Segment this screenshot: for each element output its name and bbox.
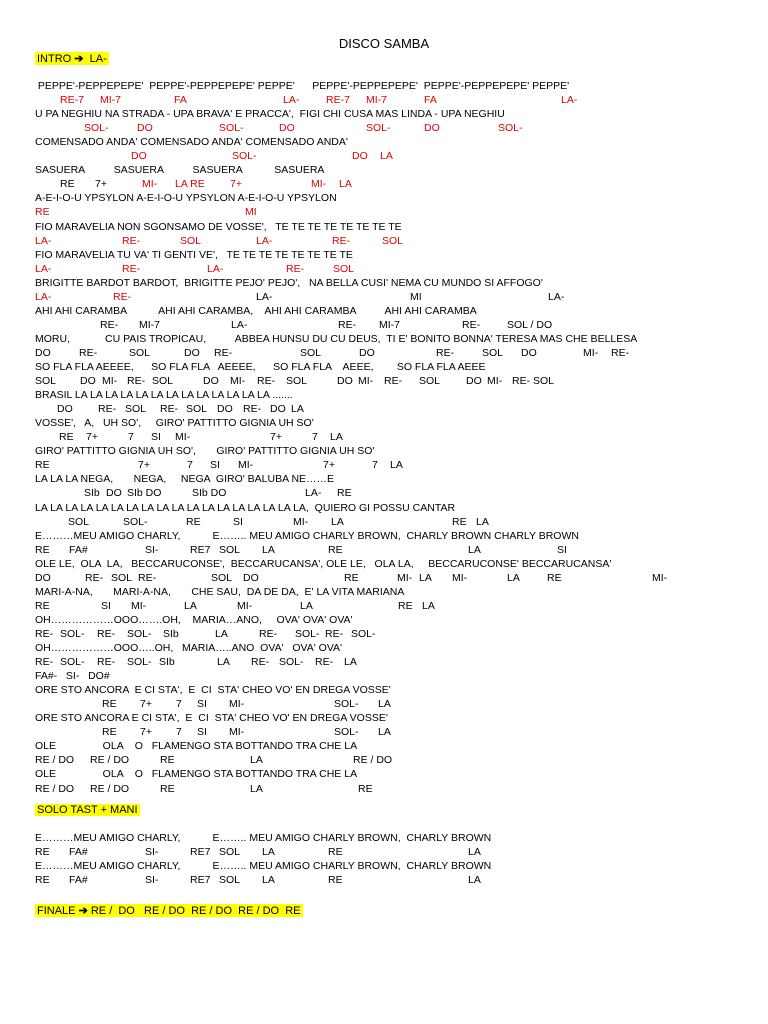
- section-solo: SOLO TAST + MANI: [37, 804, 138, 816]
- chord-label: RE: [344, 571, 359, 584]
- chord-label: MI-: [311, 178, 327, 191]
- chord-label: DO: [521, 346, 537, 359]
- chord-label: SOL-: [127, 656, 152, 669]
- chord-label: RE-7: [326, 94, 350, 107]
- chord-label: MI-: [229, 726, 245, 739]
- chord-label: MI-: [102, 375, 118, 388]
- chord-label: LA: [468, 874, 481, 887]
- chord-label: LA-: [548, 290, 565, 303]
- chord-label: SOL: [300, 346, 322, 359]
- chord-label: RE7: [190, 543, 211, 556]
- chord-label: RE-: [338, 318, 357, 331]
- chord-label: RE-: [214, 346, 233, 359]
- chord-label: SIb DO: [127, 487, 162, 500]
- chord-label: SOL-: [498, 122, 523, 135]
- chord-label: RE-: [122, 234, 141, 247]
- section-finale-label: FINALE: [37, 905, 76, 917]
- chord-label: 7+: [95, 178, 107, 191]
- chord-label: SOL-: [123, 515, 148, 528]
- chord-label: MI-: [131, 599, 147, 612]
- chord-label: RE / DO: [353, 754, 393, 767]
- lyric-line: AHI AHI CARAMBA AHI AHI CARAMBA, AHI AHI CARAMBA AHI AHI CARAMBA: [35, 304, 477, 317]
- lyric-line: SASUERA SASUERA SASUERA SASUERA: [35, 164, 325, 177]
- chord-label: MI-: [237, 599, 253, 612]
- chord-label: LA: [217, 656, 230, 669]
- lyric-line: A-E-I-O-U YPSYLON A-E-I-O-U YPSYLON A-E-I-O-U YPSYLON: [35, 192, 337, 205]
- chord-label: RE-: [98, 403, 117, 416]
- chord-label: LA: [291, 403, 304, 416]
- chord-label: RE-: [113, 290, 132, 303]
- chord-label: LA-: [35, 234, 52, 247]
- chord-label: LA-: [305, 487, 322, 500]
- lyric-line: FA#- SI- DO#: [35, 670, 110, 683]
- chord-label: LA: [184, 599, 197, 612]
- chord-label: SOL-: [219, 122, 244, 135]
- lyric-line: E………MEU AMIGO CHARLY, E…….. MEU AMIGO CHARLY BROWN, CHARLY BROWN CHARLY BROWN: [35, 529, 579, 542]
- lyric-line: OLE LE, OLA LA, BECCARUCONSE', BECCARUCANSA', OLE LE, OLA LA, BECCARUCONSE' BECCARUCANSA': [35, 557, 612, 570]
- chord-label: RE-: [251, 656, 270, 669]
- chord-label: FA#: [69, 543, 88, 556]
- chord-label: MI-7: [366, 94, 387, 107]
- lyric-line: LA LA LA LA LA LA LA LA LA LA LA LA LA LA LA LA LA LA, QUIERO GI POSSU CANTAR: [35, 501, 456, 514]
- chord-label: SIb: [159, 656, 175, 669]
- chord-label: SOL: [111, 571, 133, 584]
- chord-label: SOL: [125, 403, 147, 416]
- arrow-right-icon: ➔: [78, 905, 88, 917]
- chord-label: MI-: [652, 571, 668, 584]
- lyric-line: GIRO' PATTITTO GIGNIA UH SO', GIRO' PATTITTO GIGNIA UH SO': [35, 445, 375, 458]
- chord-label: LA-: [256, 290, 273, 303]
- chord-label: SOL-: [232, 150, 257, 163]
- chord-label: LA: [476, 515, 489, 528]
- chord-label: SOL: [382, 234, 404, 247]
- chord-label: SOL: [219, 543, 241, 556]
- chord-label: SOL-: [334, 726, 359, 739]
- chord-label: RE: [60, 178, 75, 191]
- chord-label: RE: [35, 206, 50, 219]
- chord-label: RE-: [384, 375, 403, 388]
- chord-label: SOL: [68, 515, 90, 528]
- chord-label: SOL: [180, 234, 202, 247]
- chord-label: SOL: [286, 375, 308, 388]
- chord-label: MI-: [230, 375, 246, 388]
- chord-label: LA: [378, 726, 391, 739]
- chord-label: DO: [279, 122, 295, 135]
- chord-label: FA: [174, 94, 187, 107]
- chord-label: SI: [101, 599, 111, 612]
- chord-label: RE: [59, 431, 74, 444]
- chord-label: RE: [358, 782, 373, 795]
- chord-label: 7: [372, 459, 378, 472]
- chord-label: SI: [233, 515, 243, 528]
- chord-label: MI-: [397, 571, 413, 584]
- chord-label: LA: [507, 571, 520, 584]
- chord-label: SOL: [211, 571, 233, 584]
- chord-label: SI: [151, 431, 161, 444]
- chord-label: SI-: [145, 874, 159, 887]
- chord-label: LA-: [231, 318, 248, 331]
- lyric-line: SO FLA FLA AEEEE, SO FLA FLA AEEEE, SO FLA FLA AEEE, SO FLA FLA AEEE: [35, 361, 486, 373]
- section-intro: [35, 52, 109, 65]
- chord-label: RE-: [97, 656, 116, 669]
- chord-label: DO: [184, 346, 200, 359]
- chord-label: MI-: [238, 459, 254, 472]
- chord-label: RE: [398, 599, 413, 612]
- lyric-line: FIO MARAVELIA NON SGONSAMO DE VOSSE', TE TE TE TE TE TE TE TE: [35, 220, 402, 233]
- chord-label: SI: [210, 459, 220, 472]
- chord-label: SIb: [84, 487, 100, 500]
- chord-label: RE7: [190, 874, 211, 887]
- chord-label: LA-: [207, 262, 224, 275]
- chord-label: LA-: [35, 290, 52, 303]
- chord-label: RE: [35, 874, 50, 887]
- chord-label: LA: [378, 698, 391, 711]
- section-intro-label: INTRO: [37, 53, 72, 65]
- chord-label: RE / DO: [90, 782, 130, 795]
- chord-label: SI: [197, 726, 207, 739]
- chord-label: RE: [186, 515, 201, 528]
- chord-label: LA: [250, 782, 263, 795]
- chord-label: FA#: [69, 874, 88, 887]
- chord-label: SOL-: [279, 656, 304, 669]
- chord-label: SOL: [482, 346, 504, 359]
- chord-label: MI-7: [139, 318, 160, 331]
- chord-label: RE-: [257, 375, 276, 388]
- chord-label: 7: [312, 431, 318, 444]
- chord-label: SOL-: [60, 656, 85, 669]
- chord-label: SOL-: [295, 627, 320, 640]
- lyric-line: E………MEU AMIGO CHARLY, E…….. MEU AMIGO CHARLY BROWN, CHARLY BROWN: [35, 832, 492, 844]
- chord-label: LA: [339, 178, 352, 191]
- chord-label: DO: [352, 150, 368, 163]
- chord-label: LA: [390, 459, 403, 472]
- chord-label: RE-: [462, 318, 481, 331]
- chord-label: LA-: [35, 262, 52, 275]
- chord-label: MI-: [583, 346, 599, 359]
- chord-label: LA: [419, 571, 432, 584]
- chord-label: RE-: [85, 571, 104, 584]
- chord-label: RE-: [100, 318, 119, 331]
- chord-label: DO: [80, 375, 96, 388]
- chord-label: 7+: [323, 459, 335, 472]
- chord-label: RE: [328, 543, 343, 556]
- chord-label: RE-: [315, 656, 334, 669]
- chord-label: RE-: [611, 346, 630, 359]
- lyric-line: COMENSADO ANDA' COMENSADO ANDA' COMENSADO ANDA': [35, 136, 348, 149]
- chord-label: RE7: [190, 846, 211, 859]
- chord-label: FA#: [69, 846, 88, 859]
- chord-label: MI: [410, 290, 422, 303]
- lyric-line: ORE STO ANCORA E CI STA', E CI STA' CHEO VO' EN DREGA VOSSE': [35, 684, 391, 697]
- chord-label: SOL: [219, 846, 241, 859]
- chord-label: RE-: [436, 346, 455, 359]
- chord-label: MI-7: [379, 318, 400, 331]
- chord-label: 7+: [140, 726, 152, 739]
- chord-label: RE: [328, 874, 343, 887]
- lyric-line: LA LA LA NEGA, NEGA, NEGA GIRO' BALUBA NE……E: [35, 473, 335, 486]
- chord-label: RE-7: [60, 94, 84, 107]
- chord-label: LA: [262, 543, 275, 556]
- chord-label: LA: [262, 874, 275, 887]
- chord-label: DO: [424, 122, 440, 135]
- chord-label: DO: [217, 403, 233, 416]
- chord-label: RE-: [138, 571, 157, 584]
- chord-label: RE: [102, 726, 117, 739]
- chord-label: SOL-: [84, 122, 109, 135]
- chord-label: MI-: [452, 571, 468, 584]
- chord-label: RE: [35, 846, 50, 859]
- chord-label: DO: [137, 122, 153, 135]
- chord-label: MI-: [293, 515, 309, 528]
- chord-label: LA: [300, 599, 313, 612]
- chord-label: RE-: [243, 403, 262, 416]
- chord-label: RE / DO: [35, 782, 75, 795]
- section-finale: [35, 904, 303, 917]
- chord-label: RE: [35, 543, 50, 556]
- lyric-line: ORE STO ANCORA E CI STA', E CI STA' CHEO VO' EN DREGA VOSSE': [35, 712, 388, 725]
- lyric-line: VOSSE', A, UH SO', GIRO' PATTITTO GIGNIA UH SO': [35, 417, 314, 430]
- chord-label: 7: [176, 698, 182, 711]
- chord-label: SI-: [145, 846, 159, 859]
- chord-label: SOL: [419, 375, 441, 388]
- chord-label: SOL: [35, 375, 57, 388]
- chord-label: LA: [215, 627, 228, 640]
- chord-label: SOL-: [127, 627, 152, 640]
- chord-label: RE-: [259, 627, 278, 640]
- chord-label: RE-: [35, 627, 54, 640]
- chord-label: 7+: [230, 178, 242, 191]
- chord-label: RE: [102, 698, 117, 711]
- chord-label: 7: [128, 431, 134, 444]
- chord-label: SOL: [186, 403, 208, 416]
- chord-label: RE: [160, 782, 175, 795]
- chord-label: RE: [547, 571, 562, 584]
- chord-label: DO: [35, 571, 51, 584]
- chord-label: RE: [35, 599, 50, 612]
- page-title: DISCO SAMBA: [338, 36, 430, 51]
- chord-label: SIb DO: [192, 487, 227, 500]
- chord-label: SOL: [219, 874, 241, 887]
- chord-label: LA: [468, 543, 481, 556]
- chord-label: RE-: [127, 375, 146, 388]
- chord-label: RE-: [160, 403, 179, 416]
- lyric-line: MARI-A-NA, MARI-A-NA, CHE SAU, DA DE DA, E' LA VITA MARIANA: [35, 585, 405, 598]
- lyric-line: MORU, CU PAIS TROPICAU, ABBEA HUNSU DU CU DEUS, TI E' BONITO BONNA' TERESA MAS CHE BELLESA: [35, 332, 638, 345]
- chord-label: 7+: [86, 431, 98, 444]
- chord-label: DO: [57, 403, 73, 416]
- chord-label: RE: [337, 487, 352, 500]
- chord-label: LA: [380, 150, 393, 163]
- chord-label: RE: [35, 459, 50, 472]
- lyric-line: BRASIL LA LA LA LA LA LA LA LA LA LA LA LA LA .......: [35, 389, 293, 402]
- chord-label: LA: [262, 846, 275, 859]
- chord-label: DO: [35, 346, 51, 359]
- chord-label: RE / DO: [90, 754, 130, 767]
- chord-label: LA-: [283, 94, 300, 107]
- chord-label: MI-: [487, 375, 503, 388]
- chord-label: MI-: [142, 178, 158, 191]
- chord-label: SOL: [152, 375, 174, 388]
- chord-label: RE-: [79, 346, 98, 359]
- chord-label: RE-: [332, 234, 351, 247]
- chord-label: DO: [270, 403, 286, 416]
- lyric-line: BRIGITTE BARDOT BARDOT, BRIGITTE PEJO' PEJO', NA BELLA CUSI' NEMA CU MUNDO SI AFFOGO': [35, 276, 543, 289]
- lyric-line: FIO MARAVELIA TU VA' TI GENTI VE', TE TE TE TE TE TE TE TE: [35, 248, 353, 261]
- chord-label: MI-7: [100, 94, 121, 107]
- chord-label: LA: [250, 754, 263, 767]
- chord-label: RE / DO: [35, 754, 75, 767]
- chord-label: LA: [330, 431, 343, 444]
- chord-label: DO: [243, 571, 259, 584]
- chord-label: SIb: [163, 627, 179, 640]
- chord-label: SI: [197, 698, 207, 711]
- chord-label: LA-: [561, 94, 578, 107]
- chord-label: SOL-: [366, 122, 391, 135]
- chord-label: RE: [328, 846, 343, 859]
- chord-label: 7+: [138, 459, 150, 472]
- lyric-line: OLE OLA O FLAMENGO STA BOTTANDO TRA CHE LA: [35, 768, 358, 781]
- chord-label: RE-: [35, 656, 54, 669]
- chord-label: LA: [422, 599, 435, 612]
- lyric-line: PEPPE'-PEPPEPEPE' PEPPE'-PEPPEPEPE' PEPPE' PEPPE'-PEPPEPEPE' PEPPE'-PEPPEPEPE' PEPPE': [35, 80, 570, 92]
- chord-label: SOL-: [351, 627, 376, 640]
- chord-label: SOL: [333, 262, 355, 275]
- chord-label: MI-: [358, 375, 374, 388]
- chord-label: SI: [557, 543, 567, 556]
- chord-label: DO: [337, 375, 353, 388]
- chord-label: MI-: [229, 698, 245, 711]
- chord-label: RE: [160, 754, 175, 767]
- arrow-right-icon: ➔: [74, 53, 84, 65]
- chord-label: 7: [176, 726, 182, 739]
- chord-label: 7+: [140, 698, 152, 711]
- lyric-line: OH………………OOO…..OH, MARIA…..ANO OVA' OVA' OVA': [35, 642, 343, 654]
- lyric-line: OLE OLA O FLAMENGO STA BOTTANDO TRA CHE LA: [35, 740, 358, 753]
- chord-label: SOL: [129, 346, 151, 359]
- section-finale-chords: RE / DO RE / DO RE / DO RE / DO RE: [90, 905, 301, 917]
- chord-label: LA-: [256, 234, 273, 247]
- chord-label: SI-: [145, 543, 159, 556]
- chord-label: RE: [452, 515, 467, 528]
- chord-label: DO: [131, 150, 147, 163]
- chord-label: LA RE: [175, 178, 205, 191]
- chord-label: RE-: [286, 262, 305, 275]
- chord-label: MI-: [175, 431, 191, 444]
- chord-label: LA: [468, 846, 481, 859]
- chord-label: FA: [424, 94, 437, 107]
- chord-label: DO: [106, 487, 122, 500]
- chord-label: 7: [187, 459, 193, 472]
- chord-label: RE-: [122, 262, 141, 275]
- chord-label: SOL / DO: [507, 318, 553, 331]
- chord-label: 7+: [270, 431, 282, 444]
- lyric-line: U PA NEGHIU NA STRADA - UPA BRAVA' E PRACCA', FIGI CHI CUSA MAS LINDA - UPA NEGHIU: [35, 108, 505, 121]
- chord-label: LA: [344, 656, 357, 669]
- lyric-line: E………MEU AMIGO CHARLY, E…….. MEU AMIGO CHARLY BROWN, CHARLY BROWN: [35, 860, 492, 873]
- chord-label: RE-: [325, 627, 344, 640]
- chord-label: DO: [466, 375, 482, 388]
- chord-label: DO: [359, 346, 375, 359]
- chord-label: SOL-: [334, 698, 359, 711]
- chord-label: SOL-: [60, 627, 85, 640]
- chord-label: RE-: [97, 627, 116, 640]
- chord-label: RE- SOL: [512, 375, 555, 388]
- chord-label: DO: [203, 375, 219, 388]
- chord-label: LA: [331, 515, 344, 528]
- lyric-line: OH………………OOO…….OH, MARIA…ANO, OVA' OVA' OVA': [35, 613, 353, 626]
- chord-label: MI: [245, 206, 257, 219]
- section-intro-chord: LA-: [89, 53, 107, 65]
